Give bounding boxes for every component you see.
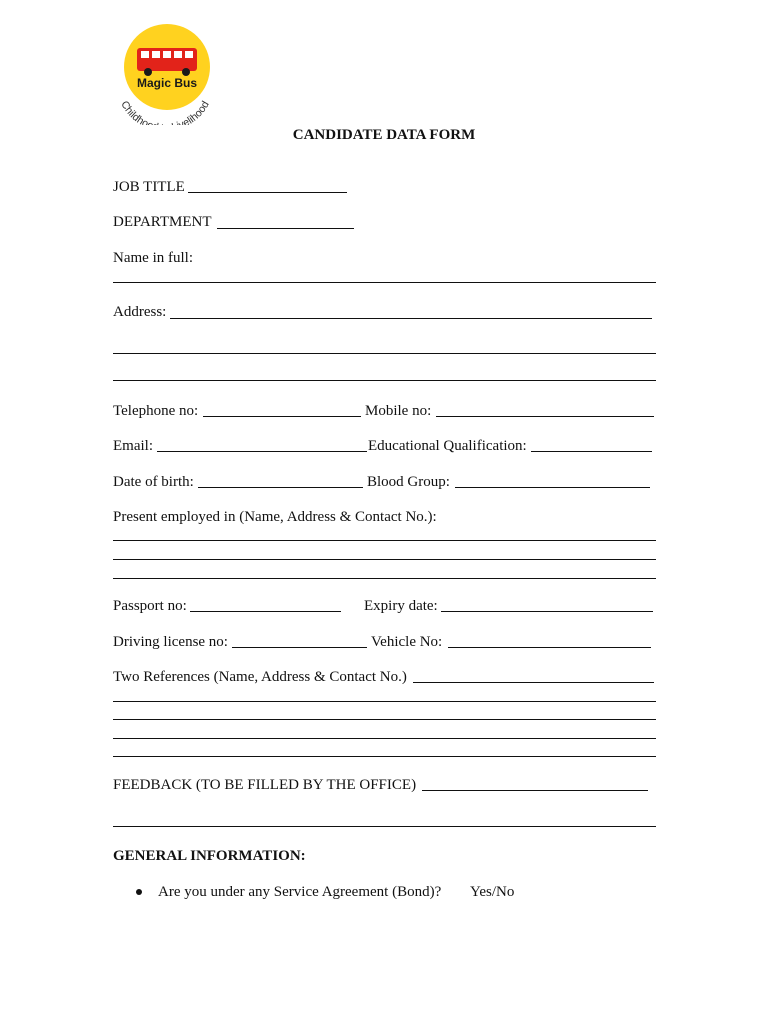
form-title: CANDIDATE DATA FORM bbox=[292, 127, 476, 143]
employment-field-line-2[interactable] bbox=[113, 559, 656, 560]
blood-group-label: Blood Group: bbox=[367, 474, 450, 490]
vehicle-field[interactable] bbox=[448, 647, 651, 648]
job-title-label: JOB TITLE bbox=[113, 179, 185, 195]
vehicle-label: Vehicle No: bbox=[371, 634, 443, 650]
references-field-line-3[interactable] bbox=[113, 719, 656, 720]
references-field-line-4[interactable] bbox=[113, 738, 656, 739]
magic-bus-logo bbox=[110, 20, 220, 125]
education-label: Educational Qualification: bbox=[368, 438, 527, 454]
bond-options[interactable]: Yes/No bbox=[470, 884, 515, 900]
expiry-label: Expiry date: bbox=[364, 598, 438, 614]
name-field[interactable] bbox=[113, 282, 656, 283]
education-field[interactable] bbox=[531, 451, 652, 452]
department-label: DEPARTMENT bbox=[113, 214, 212, 230]
blood-group-field[interactable] bbox=[455, 487, 650, 488]
dob-field[interactable] bbox=[198, 487, 363, 488]
telephone-label: Telephone no: bbox=[113, 403, 199, 419]
references-label: Two References (Name, Address & Contact No.) bbox=[113, 669, 407, 685]
telephone-field[interactable] bbox=[203, 416, 361, 417]
job-title-field[interactable] bbox=[188, 192, 347, 193]
references-field-line-5[interactable] bbox=[113, 756, 656, 757]
logo-brand-text: Magic Bus bbox=[136, 76, 198, 90]
expiry-field[interactable] bbox=[441, 611, 653, 612]
driving-license-label: Driving license no: bbox=[113, 634, 228, 650]
address-field-line-2[interactable] bbox=[113, 353, 656, 354]
email-field[interactable] bbox=[157, 451, 367, 452]
bond-question: Are you under any Service Agreement (Bond)? bbox=[158, 884, 442, 900]
passport-label: Passport no: bbox=[113, 598, 187, 614]
mobile-field[interactable] bbox=[436, 416, 654, 417]
mobile-label: Mobile no: bbox=[365, 403, 432, 419]
feedback-field-line-1[interactable] bbox=[422, 790, 648, 791]
employment-label: Present employed in (Name, Address & Contact No.): bbox=[113, 509, 437, 525]
department-field[interactable] bbox=[217, 228, 354, 229]
address-field-line-1[interactable] bbox=[170, 318, 652, 319]
dob-label: Date of birth: bbox=[113, 474, 194, 490]
name-label: Name in full: bbox=[113, 250, 193, 266]
address-field-line-3[interactable] bbox=[113, 380, 656, 381]
general-info-heading: GENERAL INFORMATION: bbox=[113, 848, 306, 864]
references-field-line-2[interactable] bbox=[113, 701, 656, 702]
employment-field-line-1[interactable] bbox=[113, 540, 656, 541]
feedback-field-line-2[interactable] bbox=[113, 826, 656, 827]
feedback-label: FEEDBACK (TO BE FILLED BY THE OFFICE) bbox=[113, 777, 417, 793]
email-label: Email: bbox=[113, 438, 153, 454]
passport-field[interactable] bbox=[190, 611, 341, 612]
logo-tagline: Childho velihood bbox=[118, 98, 212, 125]
address-label: Address: bbox=[113, 304, 167, 320]
bullet-icon bbox=[136, 889, 142, 895]
employment-field-line-3[interactable] bbox=[113, 578, 656, 579]
magic-bus-logo-graphic bbox=[110, 20, 220, 125]
driving-license-field[interactable] bbox=[232, 647, 367, 648]
references-field-line-1[interactable] bbox=[413, 682, 654, 683]
